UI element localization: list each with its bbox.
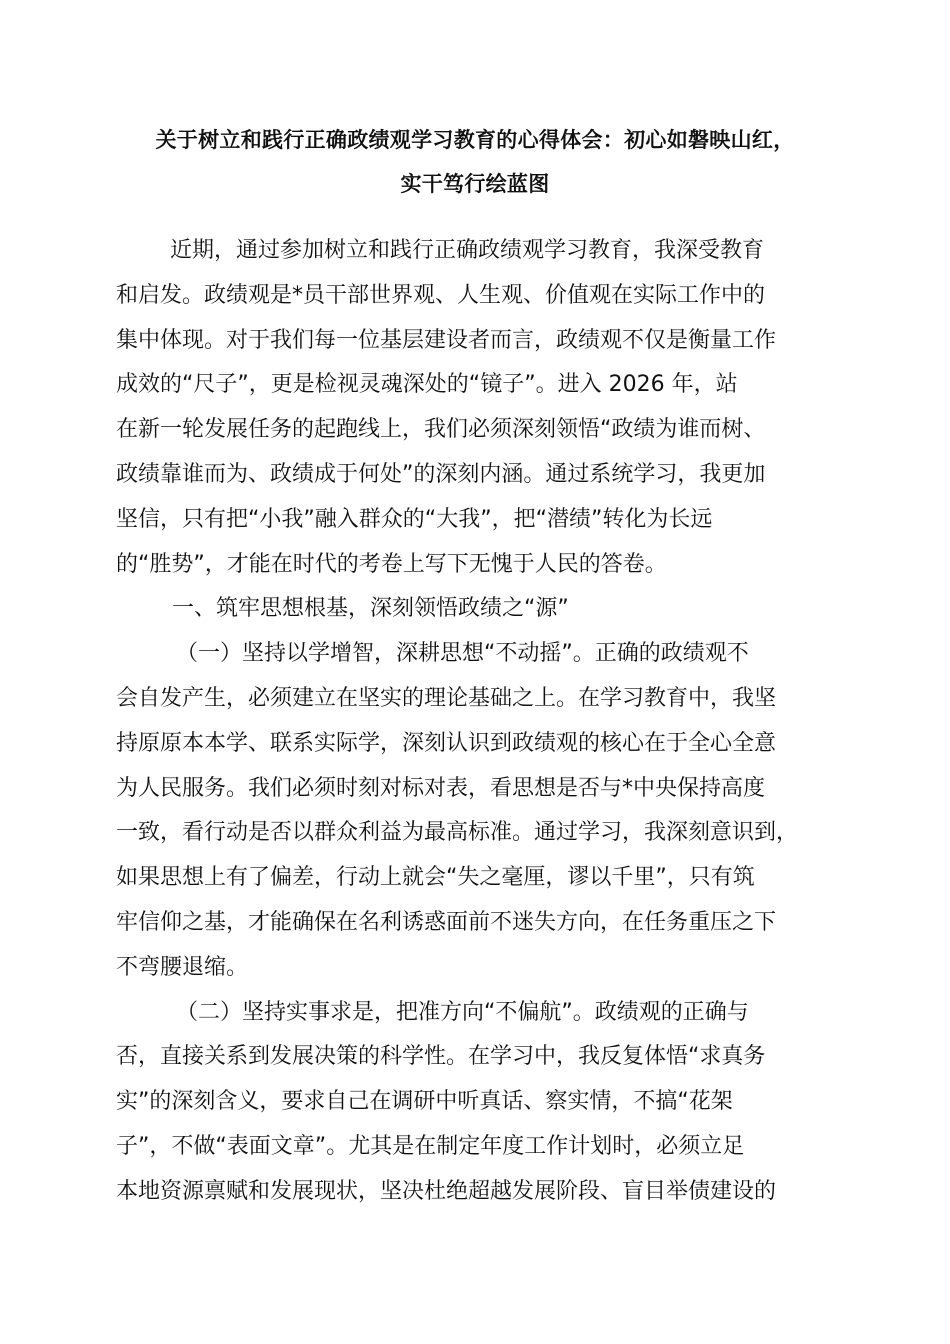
section1-heading: 一、筑牢思想根基，深刻领悟政绩之“源” (172, 596, 569, 622)
text-line: 成效的“尺子”，更是检视灵魂深处的“镜子”。进入 2026 年，站 (116, 372, 738, 398)
text-line: 一致，看行动是否以群众利益为最高标准。通过学习，我深刻意识到， (116, 820, 799, 846)
paragraph-1 (116, 632, 836, 990)
text-line: 如果思想上有了偏差，行动上就会“失之毫厘，谬以千里”，只有筑 (116, 865, 755, 891)
text-line: 牢信仰之基，才能确保在名利诱惑面前不迷失方向，在任务重压之下 (116, 909, 777, 935)
section-heading (116, 587, 836, 632)
text-line: 集中体现。对于我们每一位基层建设者而言，政绩观不仅是衡量工作 (116, 327, 777, 353)
text-line: 不弯腰退缩。 (116, 954, 249, 980)
document-title (110, 118, 840, 206)
text-line: 实”的深刻含义，要求自己在调研中听真话、察实情，不搞“花架 (116, 1089, 733, 1115)
document-body (116, 229, 836, 1215)
title-line-1: 关于树立和践行正确政绩观学习教育的心得体会：初心如磐映山红， (155, 128, 795, 152)
text-line: 会自发产生，必须建立在坚实的理论基础之上。在学习教育中，我坚 (116, 685, 777, 711)
text-line: 坚信，只有把“小我”融入群众的“大我”，把“潜绩”转化为长远 (116, 506, 713, 532)
text-line: 本地资源禀赋和发展现状，坚决杜绝超越发展阶段、盲目举债建设的 (116, 1178, 777, 1204)
text-line: 子”，不做“表面文章”。尤其是在制定年度工作计划时，必须立足 (116, 1133, 745, 1159)
intro-paragraph (116, 229, 836, 587)
text-line: 的“胜势”，才能在时代的考卷上写下无愧于人民的答卷。 (116, 551, 667, 577)
text-line: 持原原本本学、联系实际学，深刻认识到政绩观的核心在于全心全意 (116, 730, 777, 756)
paragraph-2 (116, 991, 836, 1215)
text-line: 为人民服务。我们必须时刻对标对表，看思想是否与*中央保持高度 (116, 775, 766, 801)
text-line: 近期，通过参加树立和践行正确政绩观学习教育，我深受教育 (170, 238, 765, 263)
text-line: 否，直接关系到发展决策的科学性。在学习中，我反复体悟“求真务 (116, 1044, 766, 1070)
text-line: 在新一轮发展任务的起跑线上，我们必须深刻领悟“政绩为谁而树、 (116, 417, 766, 443)
text-line: 和启发。政绩观是*员干部世界观、人生观、价值观在实际工作中的 (116, 282, 766, 308)
text-line: 政绩靠谁而为、政绩成于何处”的深刻内涵。通过系统学习，我更加 (116, 461, 766, 487)
text-line: （一）坚持以学增智，深耕思想“不动摇”。正确的政绩观不 (176, 641, 749, 667)
title-line-2: 实干笃行绘蓝图 (400, 172, 550, 196)
text-line: （二）坚持实事求是，把准方向“不偏航”。政绩观的正确与 (176, 999, 749, 1025)
